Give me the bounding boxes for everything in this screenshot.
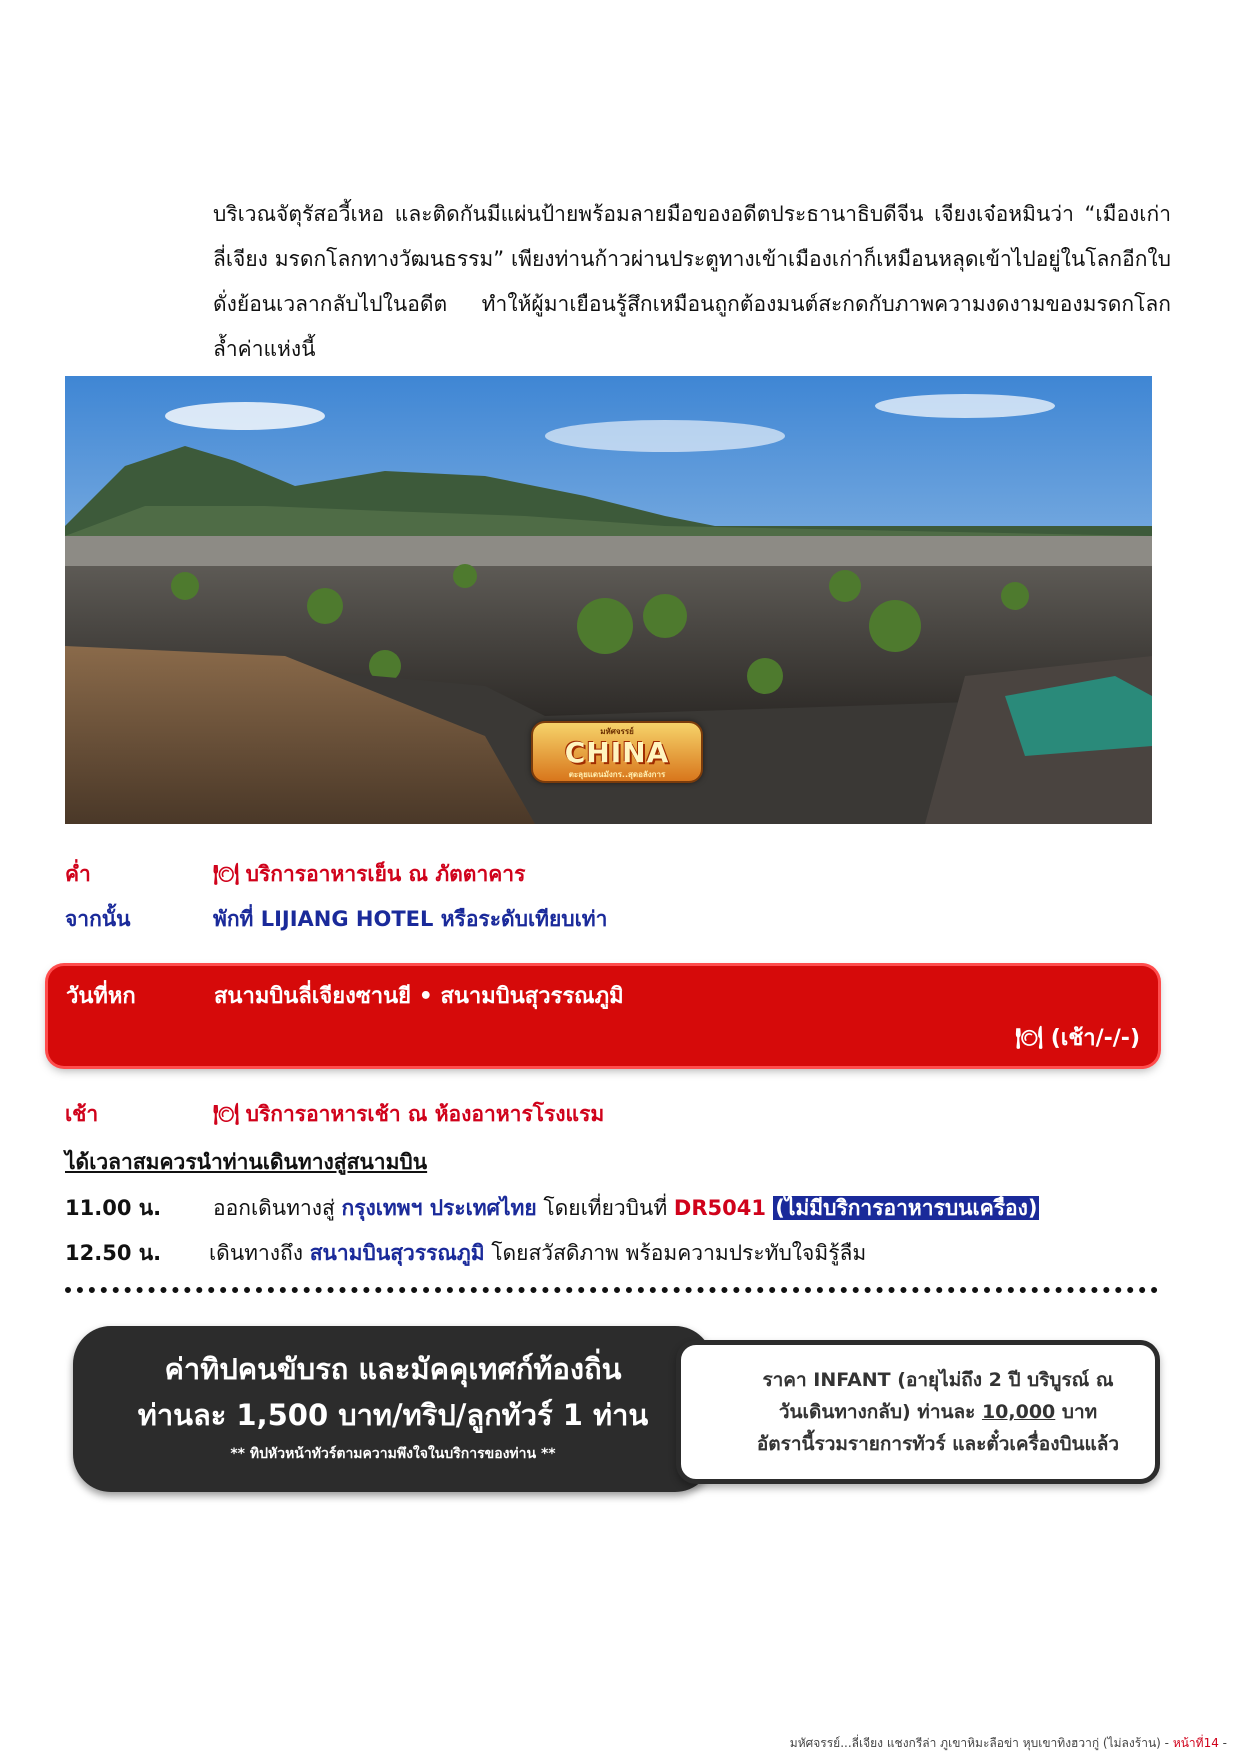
stay-label: จากนั้น [65,907,131,931]
infant-line-1: ราคา INFANT (อายุไม่ถึง 2 ปี บริบูรณ์ ณ [762,1369,1114,1391]
dotted-divider [65,1287,1158,1293]
tip-line-1: ค่าทิปคนขับรถ และมัคคุเทศก์ท้องถิ่น [164,1352,622,1386]
tip-line-2: ท่านละ 1,500 บาท/ทริป/ลูกทัวร์ 1 ท่าน [137,1398,649,1432]
day-meals-text: (เช้า/-/-) [1050,1026,1140,1051]
schedule-text: ออกเดินทางสู่ [213,1196,342,1220]
meal-icon: 🍽 [213,1102,240,1126]
evening-row [65,858,91,891]
logo-main-text: CHINA [564,736,670,769]
flight-number: DR5041 [673,1196,766,1220]
lijiang-old-town-photo [65,376,1152,824]
footer-title: มหัศจรรย์...ลี่เจียง แชงกรีล่า ภูเขาหิมะลือข่า หุบเขาทิงฮวากู่ (ไม่ลงร้าน) - [789,1736,1173,1750]
day-label: วันที่หก [66,984,136,1009]
meal-icon: 🍽 [213,862,240,886]
morning-meal [213,1098,604,1131]
evening-meal-text: บริการอาหารเย็น ณ ภัตตาคาร [245,862,526,886]
schedule-row-2 [209,1237,866,1270]
no-meal-note: (ไม่มีบริการอาหารบนเครื่อง) [775,1196,1038,1220]
intro-paragraph: บริเวณจัตุรัสอวี้เหอ และติดกันมีแผ่นป้ายพร้อมลายมือของอดีตประธานาธิบดีจีน เจียงเจ๋อหมินว่า “เมืองเก่าลี่เจียง มรดกโลกทางวัฒนธรรม” เพียงท่านก้าวผ่านประตูทางเข้าเมืองเก่าก็เหมือนหลุดเข้าไปอยู่ในโลกอีกใบดั่งย้อนเวลากลับไปในอดีต ทำให้ผู้มาเยือนรู้สึกเหมือนถูกต้องมนต์สะกดกับภาพความงดงามของมรดกโลกล้ำค่าแห่งนี้ [213,202,1171,361]
page-footer [790,1734,1227,1753]
infant-line-2-unit: บาท [1055,1401,1098,1423]
day-route: สนามบินลี่เจียงซานยี • สนามบินสุวรรณภูมิ [214,984,624,1009]
page-number: หน้าที่14 [1172,1736,1219,1750]
destination: กรุงเทพฯ ประเทศไทย [341,1196,537,1220]
china-tour-logo [531,721,703,783]
morning-meal-text: บริการอาหารเช้า ณ ห้องอาหารโรงแรม [245,1102,605,1126]
evening-meal [213,858,525,891]
morning-label: เช้า [65,1102,99,1126]
evening-label: ค่ำ [65,862,91,886]
infant-price: 10,000 [981,1401,1056,1423]
transfer-heading: ได้เวลาสมควรนำท่านเดินทางสู่สนามบิน [65,1150,428,1174]
schedule-text: โดยเที่ยวบินที่ [536,1196,674,1220]
tip-note: ** ทิปหัวหน้าทัวร์ตามความพึงใจในบริการของท่าน ** [230,1446,556,1462]
schedule-time-2: 12.50 น. [65,1241,162,1265]
tip-box [73,1326,713,1492]
destination: สนามบินสุวรรณภูมิ [309,1241,485,1265]
infant-line-2-text: วันเดินทางกลับ) ท่านละ [778,1401,982,1423]
day-meals [1015,1020,1140,1055]
day-six-banner [48,966,1158,1066]
infant-price-box [676,1340,1160,1484]
schedule-text: โดยสวัสดิภาพ พร้อมความประทับใจมิรู้ลืม [484,1241,867,1265]
logo-small-text: มหัศจรรย์ [600,727,634,736]
footer-end: - [1218,1736,1227,1750]
logo-sub-text: ตะลุยแดนมังกร..สุดอลังการ [568,770,666,779]
infant-line-3: อัตรานี้รวมรายการทัวร์ และตั๋วเครื่องบินแล้ว [756,1433,1120,1455]
schedule-row-1 [213,1192,1039,1225]
schedule-text: เดินทางถึง [209,1241,310,1265]
stay-hotel-text: พักที่ LIJIANG HOTEL หรือระดับเทียบเท่า [213,907,608,931]
schedule-time-1: 11.00 น. [65,1196,162,1220]
meal-icon: 🍽 [1015,1026,1044,1051]
infant-line-2 [721,1397,1155,1427]
